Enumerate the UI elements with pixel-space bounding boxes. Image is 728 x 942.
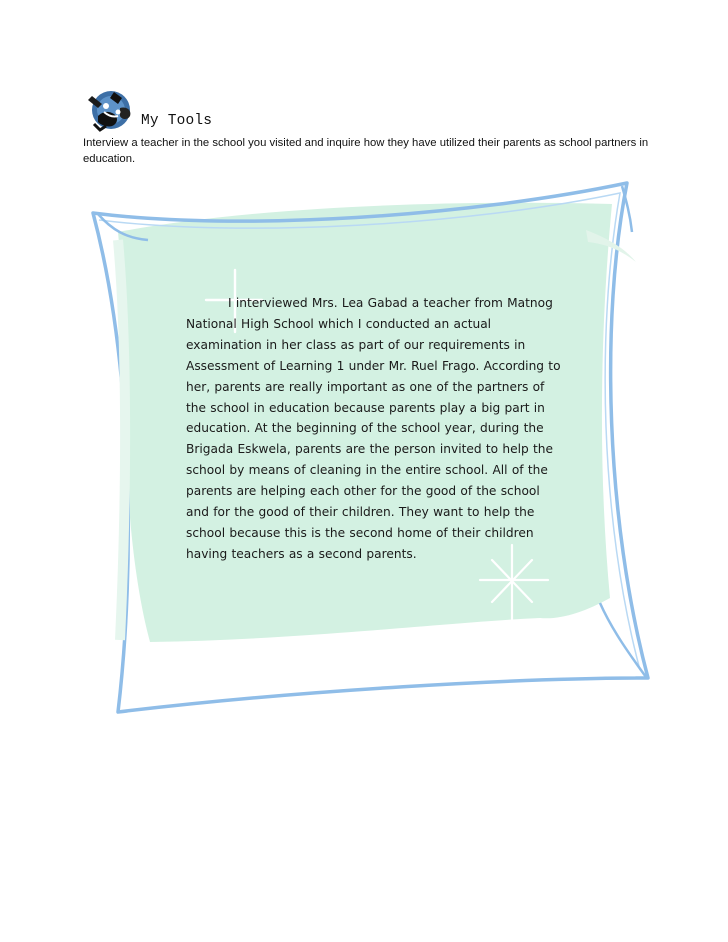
instruction-text: Interview a teacher in the school you visited and inquire how they have utilized their parents as school partners in education.: [83, 137, 649, 165]
interview-story: I interviewed Mrs. Lea Gabad a teacher from Matnog National High School which I conducted an actual examination in her class as part of our requirements in Assessment of Learning 1 under Mr. Ruel Frago. According to her, parents are really important as one of the partners of the school in education because parents play a big part in education. At the beginning of the school year, during the Brigada Eskwela, parents are the person invited to help the school by means of cleaning in the entire school. All of the parents are helping each other for the good of the school and for the good of their children. They want to help the school because this is the second home of their children having teachers as a second parents.: [186, 296, 561, 561]
page-title: My Tools: [141, 113, 213, 129]
